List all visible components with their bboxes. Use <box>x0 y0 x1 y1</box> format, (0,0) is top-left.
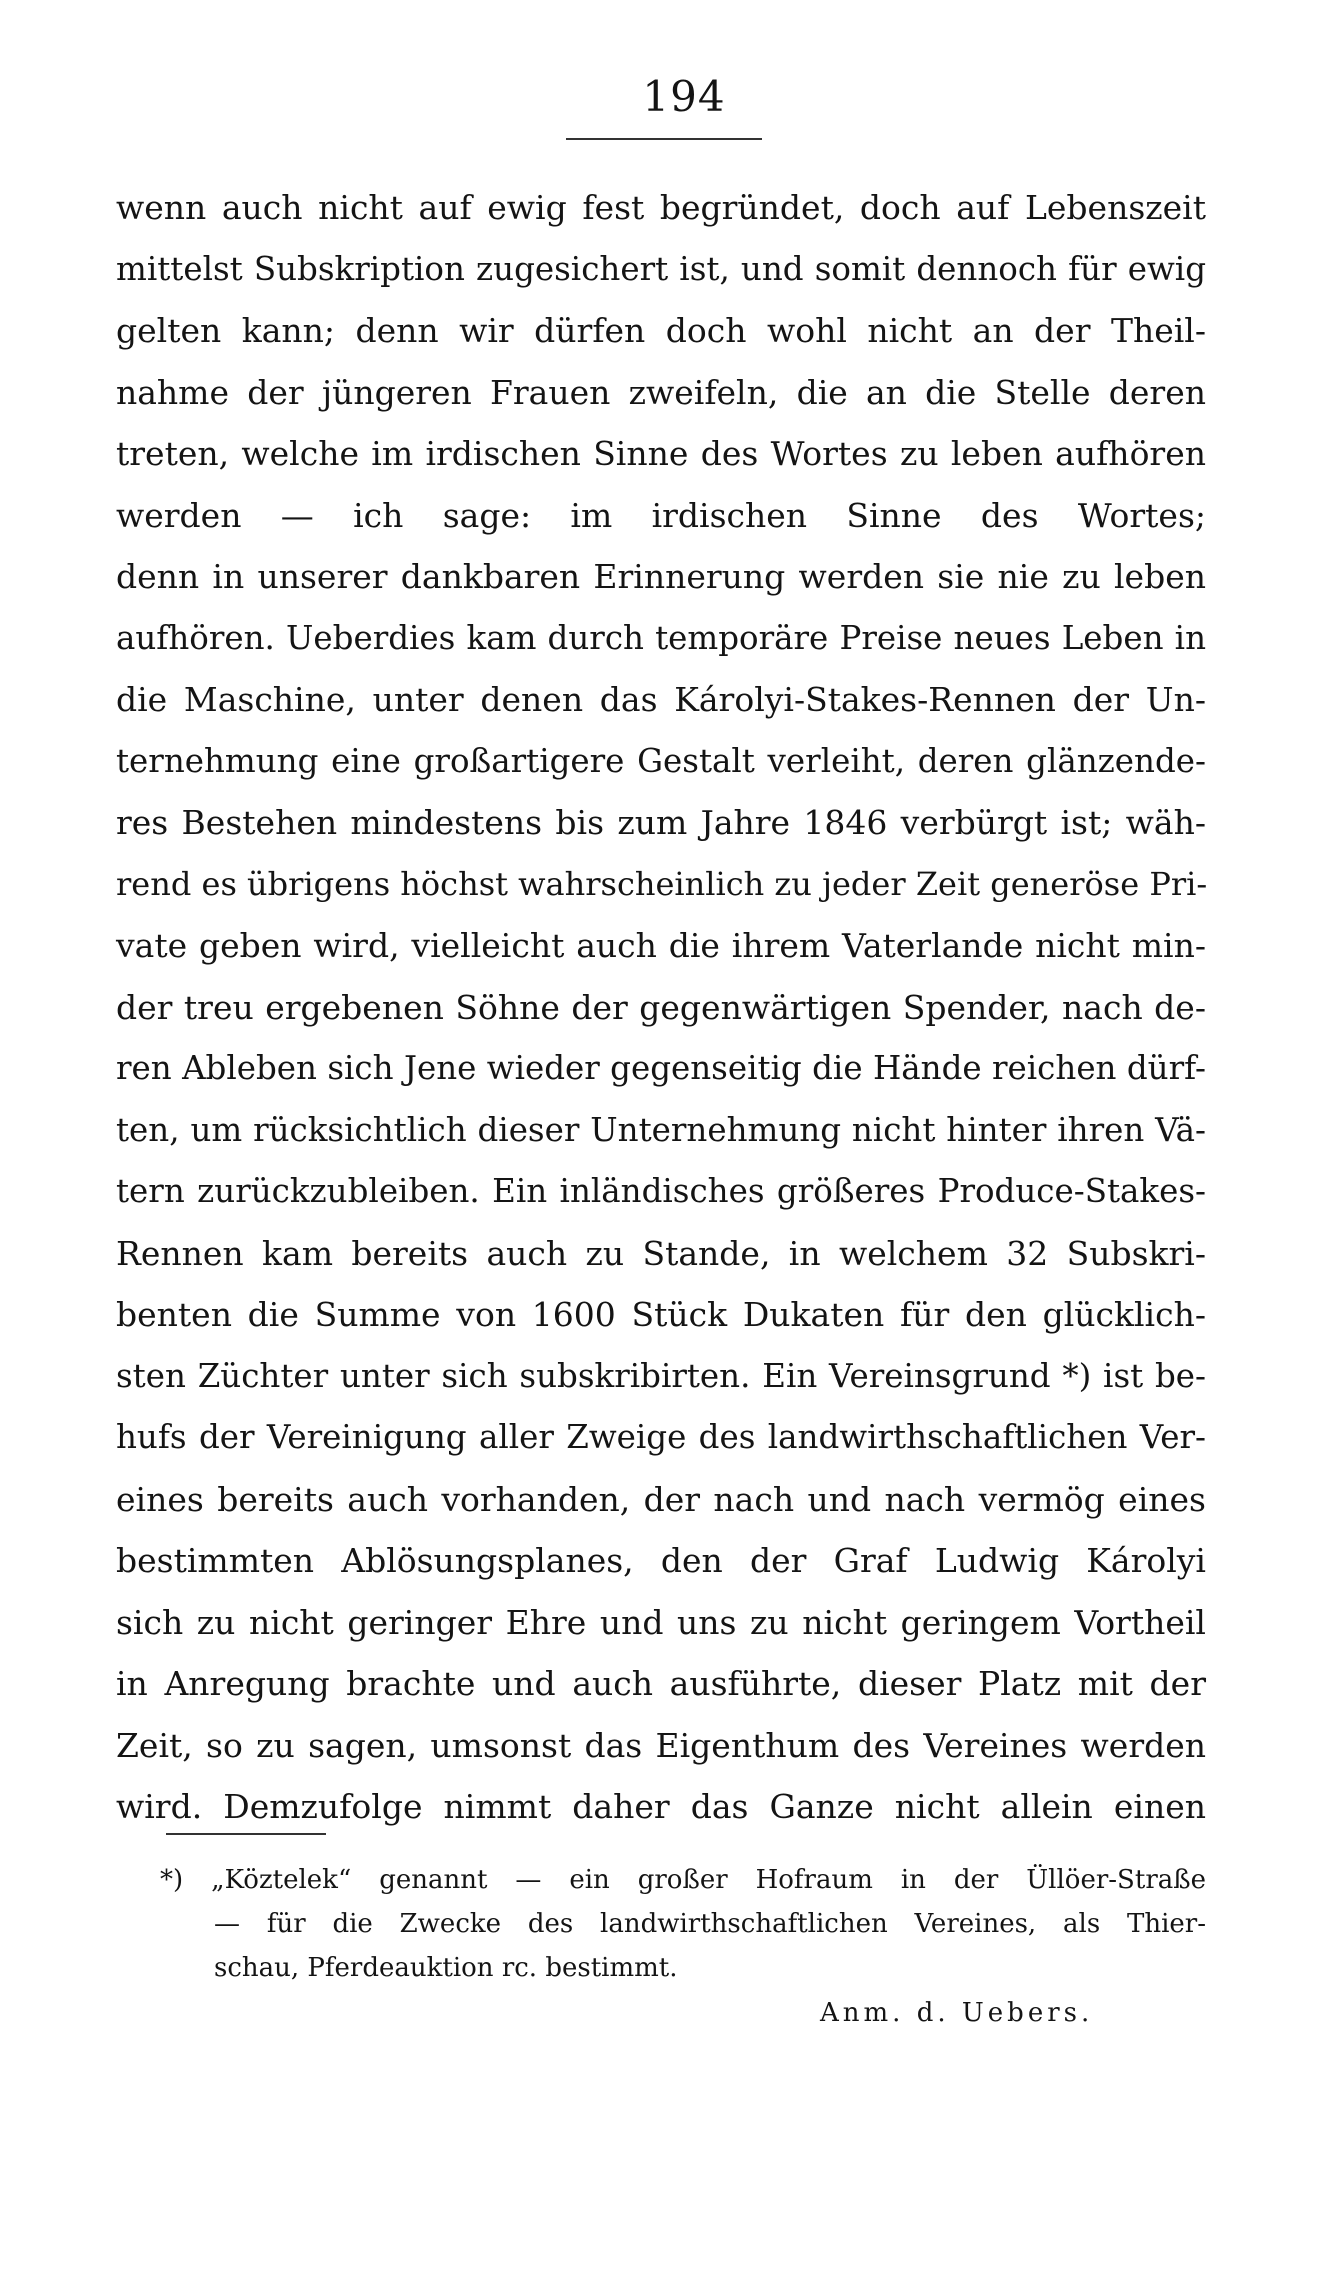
footnote-block <box>160 1858 1206 1990</box>
text-line: mittelst Subskription zugesichert ist, und somit dennoch für ewig <box>116 249 1206 288</box>
text-line: wird. Demzufolge nimmt daher das Ganze nicht allein einen <box>116 1787 1206 1826</box>
text-line: werden — ich sage: im irdischen Sinne des Wortes; <box>116 495 1206 535</box>
text-line: tern zurückzubleiben. Ein inländisches größeres Produce-Stakes- <box>116 1172 1206 1210</box>
text-line: bestimmten Ablösungsplanes, den der Graf Ludwig Károlyi <box>116 1541 1206 1580</box>
text-line: benten die Summe von 1600 Stück Dukaten für den glücklich- <box>116 1295 1206 1334</box>
text-line: sich zu nicht geringer Ehre und uns zu nicht geringem Vortheil <box>116 1602 1206 1642</box>
header-divider <box>566 138 762 140</box>
text-line: ren Ableben sich Jene wieder gegenseitig die Hände reichen dürf- <box>116 1049 1206 1087</box>
text-line: Rennen kam bereits auch zu Stande, in welchem 32 Subskri- <box>116 1233 1206 1273</box>
text-line: eines bereits auch vorhanden, der nach und nach vermög eines <box>116 1479 1206 1519</box>
text-line: hufs der Vereinigung aller Zweige des landwirthschaftlichen Ver- <box>116 1418 1206 1456</box>
text-line: aufhören. Ueberdies kam durch temporäre Preise neues Leben in <box>116 618 1206 657</box>
text-line: wenn auch nicht auf ewig fest begründet, doch auf Lebenszeit <box>116 188 1206 227</box>
text-line: res Bestehen mindestens bis zum Jahre 1846 verbürgt ist; wäh- <box>116 803 1206 842</box>
footnote-line: — für die Zwecke des landwirthschaftlichen Vereines, als Thier- <box>214 1909 1206 1939</box>
main-text-block <box>116 177 1206 1838</box>
text-line: Zeit, so zu sagen, umsonst das Eigenthum des Vereines werden <box>116 1725 1206 1765</box>
footnote-line: *) „Köztelek“ genannt — ein großer Hofraum in der Üllöer-Straße <box>160 1865 1206 1895</box>
footnote-signature: Anm. d. Uebers. <box>820 1998 1094 2028</box>
text-line: nahme der jüngeren Frauen zweifeln, die an die Stelle deren <box>116 372 1206 412</box>
text-line: ternehmung eine großartigere Gestalt verleiht, deren glänzende- <box>116 741 1206 780</box>
text-line: treten, welche im irdischen Sinne des Wortes zu leben aufhören <box>116 434 1206 473</box>
page-number: 194 <box>642 72 726 121</box>
text-line: rend es übrigens höchst wahrscheinlich zu jeder Zeit generöse Pri- <box>116 864 1208 903</box>
text-line: die Maschine, unter denen das Károlyi-Stakes-Rennen der Un- <box>116 680 1206 719</box>
footnote-line: schau, Pferdeauktion rc. bestimmt. <box>214 1953 678 1983</box>
text-line: vate geben wird, vielleicht auch die ihrem Vaterlande nicht min- <box>116 926 1206 965</box>
text-line: der treu ergebenen Söhne der gegenwärtigen Spender, nach de- <box>116 987 1206 1027</box>
footnote-divider <box>166 1833 326 1835</box>
text-line: denn in unserer dankbaren Erinnerung werden sie nie zu leben <box>116 557 1206 596</box>
text-line: in Anregung brachte und auch ausführte, dieser Platz mit der <box>116 1664 1206 1703</box>
text-line: sten Züchter unter sich subskribirten. Ein Vereinsgrund *) ist be- <box>116 1356 1206 1395</box>
text-line: gelten kann; denn wir dürfen doch wohl nicht an der Theil- <box>116 311 1206 350</box>
text-line: ten, um rücksichtlich dieser Unternehmung nicht hinter ihren Vä- <box>116 1110 1206 1149</box>
